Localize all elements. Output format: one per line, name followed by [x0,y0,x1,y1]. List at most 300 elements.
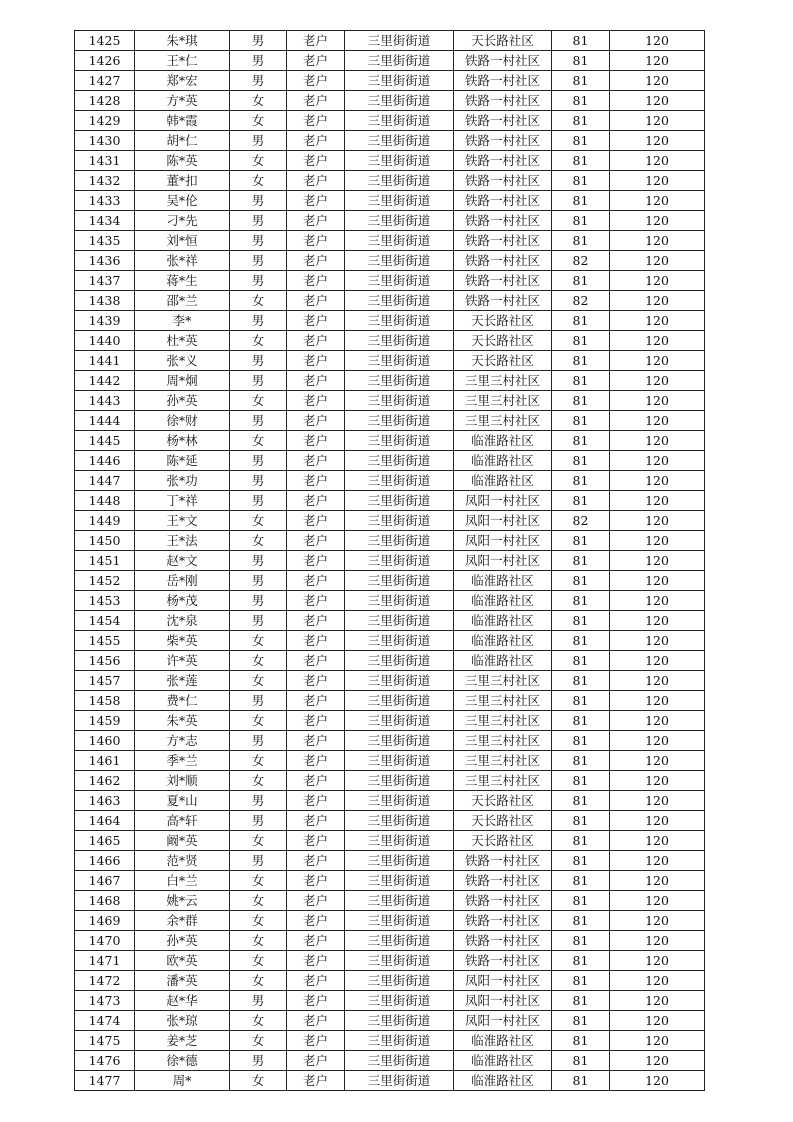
cell-name: 徐*德 [135,1051,230,1071]
cell-gender: 女 [230,971,287,991]
cell-household-type: 老户 [287,91,345,111]
cell-street: 三里街街道 [345,771,454,791]
cell-household-type: 老户 [287,231,345,251]
cell-age: 81 [552,851,610,871]
cell-community: 铁路一村社区 [454,111,552,131]
cell-serial-number: 1466 [75,851,135,871]
cell-community: 铁路一村社区 [454,291,552,311]
cell-age: 81 [552,391,610,411]
table-row [75,251,705,271]
cell-household-type: 老户 [287,871,345,891]
cell-community: 铁路一村社区 [454,191,552,211]
cell-amount: 120 [610,151,705,171]
table-row [75,931,705,951]
cell-street: 三里街街道 [345,891,454,911]
cell-serial-number: 1438 [75,291,135,311]
cell-serial-number: 1436 [75,251,135,271]
cell-amount: 120 [610,851,705,871]
cell-age: 81 [552,271,610,291]
table-row [75,391,705,411]
cell-household-type: 老户 [287,931,345,951]
cell-street: 三里街街道 [345,551,454,571]
cell-age: 81 [552,791,610,811]
cell-amount: 120 [610,471,705,491]
cell-gender: 男 [230,691,287,711]
cell-amount: 120 [610,51,705,71]
cell-gender: 女 [230,91,287,111]
cell-street: 三里街街道 [345,911,454,931]
cell-household-type: 老户 [287,191,345,211]
cell-household-type: 老户 [287,71,345,91]
cell-street: 三里街街道 [345,611,454,631]
table-row [75,1051,705,1071]
cell-age: 81 [552,671,610,691]
cell-community: 临淮路社区 [454,431,552,451]
cell-community: 临淮路社区 [454,611,552,631]
table-row [75,311,705,331]
cell-household-type: 老户 [287,771,345,791]
cell-gender: 男 [230,311,287,331]
table-row [75,711,705,731]
cell-community: 凤阳一村社区 [454,971,552,991]
cell-name: 周*炯 [135,371,230,391]
table-row [75,171,705,191]
cell-street: 三里街街道 [345,311,454,331]
cell-street: 三里街街道 [345,411,454,431]
cell-name: 朱*琪 [135,31,230,51]
cell-age: 81 [552,1011,610,1031]
cell-serial-number: 1463 [75,791,135,811]
cell-gender: 女 [230,631,287,651]
table-row [75,911,705,931]
cell-street: 三里街街道 [345,491,454,511]
cell-serial-number: 1446 [75,451,135,471]
cell-community: 铁路一村社区 [454,271,552,291]
cell-serial-number: 1469 [75,911,135,931]
cell-household-type: 老户 [287,491,345,511]
cell-age: 81 [552,751,610,771]
cell-community: 临淮路社区 [454,591,552,611]
cell-serial-number: 1470 [75,931,135,951]
table-row [75,451,705,471]
cell-name: 杨*茂 [135,591,230,611]
cell-age: 81 [552,31,610,51]
cell-age: 81 [552,951,610,971]
cell-serial-number: 1426 [75,51,135,71]
cell-household-type: 老户 [287,971,345,991]
cell-household-type: 老户 [287,31,345,51]
cell-age: 81 [552,91,610,111]
cell-community: 铁路一村社区 [454,91,552,111]
table-row [75,751,705,771]
cell-gender: 女 [230,431,287,451]
cell-community: 凤阳一村社区 [454,551,552,571]
cell-community: 天长路社区 [454,311,552,331]
cell-gender: 女 [230,151,287,171]
cell-name: 范*贤 [135,851,230,871]
cell-gender: 女 [230,831,287,851]
cell-amount: 120 [610,651,705,671]
cell-community: 三里三村社区 [454,771,552,791]
cell-community: 临淮路社区 [454,1031,552,1051]
cell-age: 81 [552,451,610,471]
cell-street: 三里街街道 [345,531,454,551]
cell-serial-number: 1433 [75,191,135,211]
cell-gender: 男 [230,371,287,391]
cell-household-type: 老户 [287,711,345,731]
cell-gender: 男 [230,1051,287,1071]
cell-community: 凤阳一村社区 [454,991,552,1011]
cell-age: 81 [552,971,610,991]
cell-community: 临淮路社区 [454,651,552,671]
cell-amount: 120 [610,411,705,431]
cell-amount: 120 [610,871,705,891]
cell-name: 吴*伦 [135,191,230,211]
cell-street: 三里街街道 [345,271,454,291]
cell-gender: 女 [230,1031,287,1051]
cell-name: 李* [135,311,230,331]
cell-gender: 女 [230,511,287,531]
cell-amount: 120 [610,711,705,731]
cell-name: 张*莲 [135,671,230,691]
cell-serial-number: 1468 [75,891,135,911]
table-row [75,271,705,291]
cell-gender: 男 [230,591,287,611]
cell-name: 徐*财 [135,411,230,431]
cell-name: 孙*英 [135,931,230,951]
cell-street: 三里街街道 [345,991,454,1011]
table-row [75,671,705,691]
cell-household-type: 老户 [287,671,345,691]
cell-community: 铁路一村社区 [454,171,552,191]
cell-street: 三里街街道 [345,731,454,751]
table-row [75,511,705,531]
cell-community: 铁路一村社区 [454,131,552,151]
cell-community: 三里三村社区 [454,731,552,751]
cell-serial-number: 1467 [75,871,135,891]
table-row [75,791,705,811]
cell-gender: 男 [230,791,287,811]
cell-age: 81 [552,891,610,911]
cell-household-type: 老户 [287,211,345,231]
table-row [75,131,705,151]
cell-age: 81 [552,991,610,1011]
cell-age: 81 [552,71,610,91]
cell-gender: 女 [230,911,287,931]
cell-serial-number: 1472 [75,971,135,991]
cell-household-type: 老户 [287,291,345,311]
table-row [75,351,705,371]
cell-name: 刘*顺 [135,771,230,791]
cell-street: 三里街街道 [345,691,454,711]
cell-name: 姚*云 [135,891,230,911]
cell-amount: 120 [610,731,705,751]
cell-street: 三里街街道 [345,1051,454,1071]
cell-household-type: 老户 [287,751,345,771]
cell-gender: 女 [230,751,287,771]
cell-community: 铁路一村社区 [454,151,552,171]
cell-age: 82 [552,251,610,271]
cell-household-type: 老户 [287,471,345,491]
table-row [75,1031,705,1051]
cell-street: 三里街街道 [345,91,454,111]
cell-gender: 男 [230,411,287,431]
cell-name: 董*扣 [135,171,230,191]
cell-amount: 120 [610,371,705,391]
cell-community: 三里三村社区 [454,371,552,391]
table-row [75,191,705,211]
cell-amount: 120 [610,291,705,311]
cell-age: 81 [552,931,610,951]
cell-household-type: 老户 [287,371,345,391]
cell-street: 三里街街道 [345,931,454,951]
table-row [75,471,705,491]
cell-community: 临淮路社区 [454,1051,552,1071]
cell-amount: 120 [610,391,705,411]
cell-age: 81 [552,571,610,591]
cell-amount: 120 [610,591,705,611]
cell-name: 王*法 [135,531,230,551]
cell-serial-number: 1442 [75,371,135,391]
cell-age: 81 [552,351,610,371]
table-row [75,591,705,611]
cell-serial-number: 1431 [75,151,135,171]
cell-street: 三里街街道 [345,791,454,811]
cell-age: 81 [552,651,610,671]
cell-community: 凤阳一村社区 [454,1011,552,1031]
cell-age: 81 [552,491,610,511]
cell-age: 81 [552,551,610,571]
cell-street: 三里街街道 [345,31,454,51]
cell-household-type: 老户 [287,311,345,331]
cell-community: 天长路社区 [454,31,552,51]
cell-age: 81 [552,131,610,151]
cell-household-type: 老户 [287,411,345,431]
cell-name: 朱*英 [135,711,230,731]
cell-gender: 男 [230,571,287,591]
cell-age: 81 [552,591,610,611]
cell-street: 三里街街道 [345,951,454,971]
cell-serial-number: 1476 [75,1051,135,1071]
cell-amount: 120 [610,611,705,631]
cell-community: 凤阳一村社区 [454,531,552,551]
cell-name: 许*英 [135,651,230,671]
cell-gender: 男 [230,611,287,631]
cell-household-type: 老户 [287,111,345,131]
cell-name: 杨*林 [135,431,230,451]
cell-household-type: 老户 [287,551,345,571]
cell-age: 81 [552,211,610,231]
cell-household-type: 老户 [287,531,345,551]
table-row [75,291,705,311]
cell-gender: 男 [230,51,287,71]
table-row [75,31,705,51]
cell-serial-number: 1434 [75,211,135,231]
cell-community: 三里三村社区 [454,711,552,731]
cell-household-type: 老户 [287,351,345,371]
cell-name: 余*群 [135,911,230,931]
cell-age: 81 [552,151,610,171]
cell-amount: 120 [610,311,705,331]
cell-amount: 120 [610,631,705,651]
cell-amount: 120 [610,271,705,291]
table-row [75,811,705,831]
cell-amount: 120 [610,511,705,531]
cell-serial-number: 1447 [75,471,135,491]
cell-household-type: 老户 [287,611,345,631]
cell-amount: 120 [610,111,705,131]
cell-gender: 女 [230,771,287,791]
cell-gender: 女 [230,891,287,911]
table-row [75,411,705,431]
cell-age: 81 [552,631,610,651]
cell-household-type: 老户 [287,731,345,751]
cell-amount: 120 [610,451,705,471]
cell-community: 凤阳一村社区 [454,511,552,531]
cell-street: 三里街街道 [345,571,454,591]
cell-gender: 女 [230,171,287,191]
cell-age: 81 [552,711,610,731]
cell-serial-number: 1461 [75,751,135,771]
cell-community: 三里三村社区 [454,751,552,771]
cell-gender: 女 [230,711,287,731]
table-row [75,91,705,111]
table-row [75,611,705,631]
cell-amount: 120 [610,191,705,211]
cell-serial-number: 1477 [75,1071,135,1091]
cell-gender: 女 [230,651,287,671]
cell-serial-number: 1473 [75,991,135,1011]
cell-amount: 120 [610,951,705,971]
cell-gender: 女 [230,1071,287,1091]
cell-serial-number: 1465 [75,831,135,851]
cell-serial-number: 1425 [75,31,135,51]
table-row [75,551,705,571]
cell-household-type: 老户 [287,1031,345,1051]
roster-table [74,30,705,1091]
cell-amount: 120 [610,1011,705,1031]
cell-name: 刁*先 [135,211,230,231]
cell-street: 三里街街道 [345,711,454,731]
cell-household-type: 老户 [287,651,345,671]
cell-name: 郑*宏 [135,71,230,91]
cell-gender: 女 [230,871,287,891]
cell-street: 三里街街道 [345,231,454,251]
cell-serial-number: 1448 [75,491,135,511]
cell-community: 临淮路社区 [454,1071,552,1091]
cell-name: 柴*英 [135,631,230,651]
cell-name: 蒋*生 [135,271,230,291]
table-row [75,891,705,911]
cell-gender: 男 [230,471,287,491]
cell-amount: 120 [610,351,705,371]
cell-amount: 120 [610,1031,705,1051]
cell-name: 阚*英 [135,831,230,851]
cell-gender: 女 [230,671,287,691]
cell-serial-number: 1437 [75,271,135,291]
cell-household-type: 老户 [287,131,345,151]
cell-name: 胡*仁 [135,131,230,151]
cell-gender: 男 [230,351,287,371]
cell-name: 陈*英 [135,151,230,171]
cell-name: 刘*恒 [135,231,230,251]
cell-household-type: 老户 [287,171,345,191]
cell-serial-number: 1462 [75,771,135,791]
cell-street: 三里街街道 [345,51,454,71]
cell-community: 天长路社区 [454,811,552,831]
cell-gender: 男 [230,991,287,1011]
cell-name: 季*兰 [135,751,230,771]
cell-community: 天长路社区 [454,831,552,851]
cell-household-type: 老户 [287,891,345,911]
cell-street: 三里街街道 [345,251,454,271]
cell-gender: 男 [230,231,287,251]
cell-serial-number: 1435 [75,231,135,251]
table-row [75,851,705,871]
cell-serial-number: 1460 [75,731,135,751]
cell-age: 81 [552,431,610,451]
table-row [75,71,705,91]
cell-street: 三里街街道 [345,1031,454,1051]
cell-gender: 男 [230,731,287,751]
cell-household-type: 老户 [287,271,345,291]
cell-street: 三里街街道 [345,131,454,151]
cell-name: 方*英 [135,91,230,111]
cell-gender: 男 [230,451,287,471]
table-row [75,991,705,1011]
cell-name: 王*文 [135,511,230,531]
cell-amount: 120 [610,971,705,991]
cell-amount: 120 [610,1071,705,1091]
table-row [75,431,705,451]
cell-street: 三里街街道 [345,751,454,771]
table-row [75,151,705,171]
table-row [75,831,705,851]
cell-age: 81 [552,111,610,131]
cell-age: 81 [552,371,610,391]
cell-amount: 120 [610,771,705,791]
cell-household-type: 老户 [287,331,345,351]
cell-amount: 120 [610,831,705,851]
cell-household-type: 老户 [287,851,345,871]
cell-serial-number: 1475 [75,1031,135,1051]
cell-community: 铁路一村社区 [454,231,552,251]
cell-street: 三里街街道 [345,1071,454,1091]
cell-age: 81 [552,191,610,211]
cell-age: 81 [552,1071,610,1091]
cell-age: 81 [552,311,610,331]
cell-age: 82 [552,511,610,531]
cell-community: 铁路一村社区 [454,911,552,931]
cell-age: 81 [552,331,610,351]
cell-amount: 120 [610,171,705,191]
cell-household-type: 老户 [287,591,345,611]
cell-serial-number: 1450 [75,531,135,551]
cell-amount: 120 [610,751,705,771]
cell-name: 孙*英 [135,391,230,411]
cell-name: 姜*芝 [135,1031,230,1051]
cell-gender: 女 [230,291,287,311]
cell-amount: 120 [610,211,705,231]
cell-serial-number: 1449 [75,511,135,531]
cell-gender: 女 [230,951,287,971]
cell-gender: 男 [230,851,287,871]
cell-serial-number: 1427 [75,71,135,91]
cell-household-type: 老户 [287,571,345,591]
cell-street: 三里街街道 [345,831,454,851]
cell-amount: 120 [610,791,705,811]
cell-name: 潘*英 [135,971,230,991]
